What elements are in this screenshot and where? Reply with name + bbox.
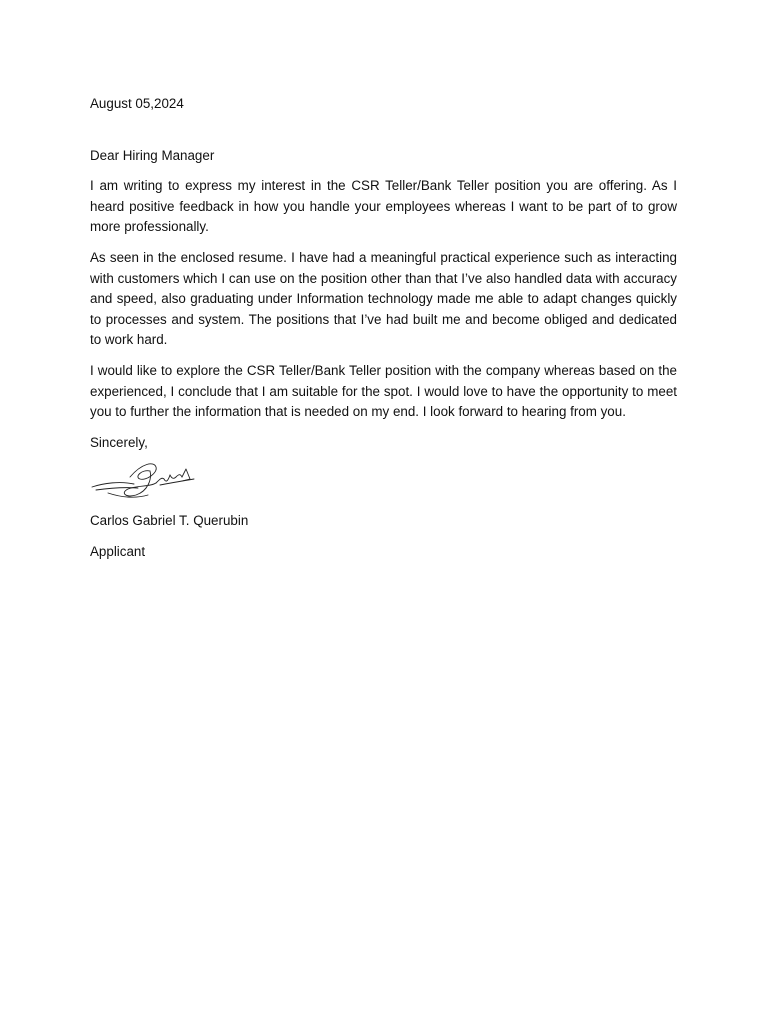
letter-salutation: Dear Hiring Manager xyxy=(90,147,215,163)
letter-date: August 05,2024 xyxy=(90,96,184,111)
letter-paragraph-3: I would like to explore the CSR Teller/Bank Teller position with the company whereas based on the experienced, I conclude that I am suitable for the spot. I would love to have the opportunity to meet you to further the information that is needed on my end. I look forward to hearing from you. xyxy=(90,362,677,420)
letter-paragraph-1: I am writing to express my interest in the CSR Teller/Bank Teller position you are offering. As I heard positive feedback in how you handle your employees whereas I want to be part of to grow more professionally. xyxy=(90,178,677,235)
signer-title: Applicant xyxy=(90,543,146,559)
cover-letter xyxy=(90,94,677,563)
signer-name: Carlos Gabriel T. Querubin xyxy=(90,513,249,529)
letter-closing: Sincerely, xyxy=(90,434,148,450)
signature-icon xyxy=(90,457,200,501)
letter-paragraph-2: As seen in the enclosed resume. I have had a meaningful practical experience such as interacting with customers which I can use on the position other than that I’ve also handled data with accuracy and speed, also graduating under Information technology made me able to adapt changes quickly to processes and system. The positions that I’ve had built me and become obliged and dedicated to work hard. xyxy=(90,249,677,348)
